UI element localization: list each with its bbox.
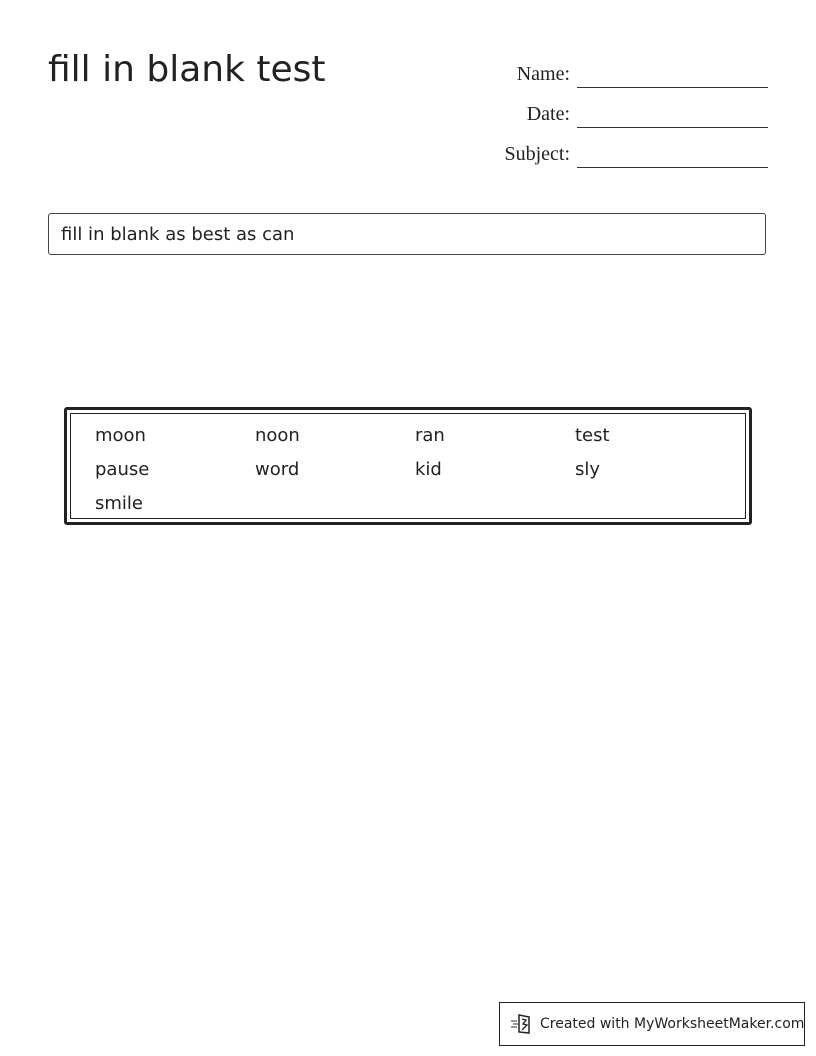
word-bank [64, 407, 752, 525]
header-fields [468, 52, 768, 172]
word-bank-item: test [575, 425, 610, 446]
date-blank-line[interactable] [577, 127, 768, 128]
word-bank-grid [95, 425, 735, 527]
instructions-box: fill in blank as best as can [48, 213, 766, 255]
word-bank-inner-border [70, 413, 746, 519]
created-with-badge[interactable] [499, 1002, 805, 1046]
myworksheetmaker-logo-icon [510, 1012, 534, 1036]
word-bank-item: sly [575, 459, 601, 480]
name-blank-line[interactable] [577, 87, 768, 88]
subject-field-row [468, 132, 768, 172]
subject-blank-line[interactable] [577, 167, 768, 168]
word-bank-item: moon [95, 425, 146, 446]
subject-label: Subject: [504, 143, 570, 165]
date-label: Date: [526, 103, 570, 125]
date-field-row [468, 92, 768, 132]
word-bank-item: pause [95, 459, 150, 480]
worksheet-title: fill in blank test [48, 49, 326, 90]
word-bank-item: ran [415, 425, 445, 446]
name-label: Name: [516, 63, 570, 85]
name-field-row [468, 52, 768, 92]
word-bank-item: noon [255, 425, 300, 446]
created-with-text: Created with MyWorksheetMaker.com [540, 1016, 805, 1032]
word-bank-item: smile [95, 493, 143, 514]
word-bank-item: kid [415, 459, 442, 480]
word-bank-item: word [255, 459, 300, 480]
